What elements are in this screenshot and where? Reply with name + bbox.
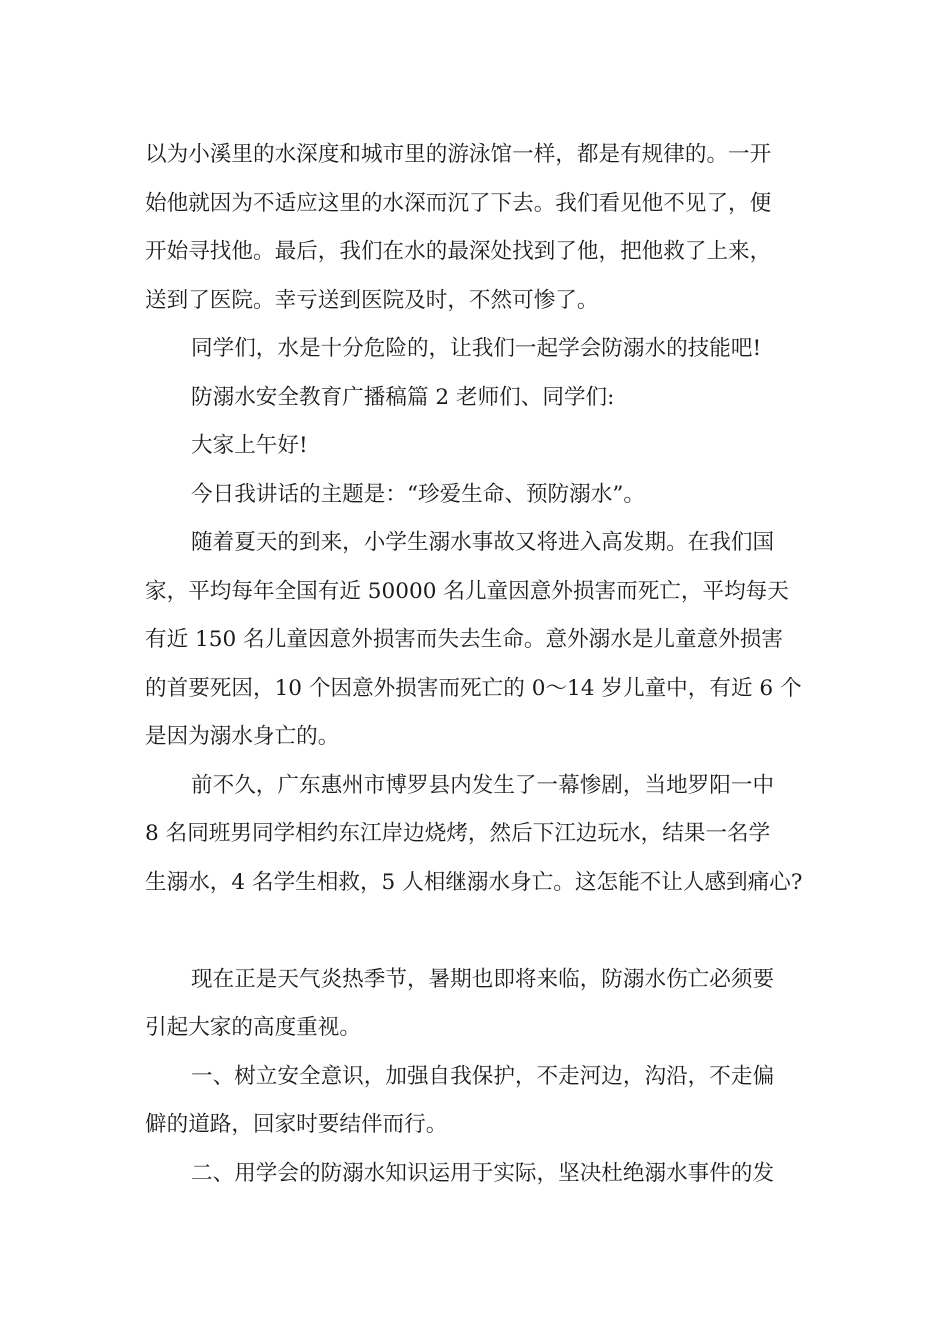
text-line: 二、用学会的防溺水知识运用于实际，坚决杜绝溺水事件的发 xyxy=(191,1160,775,1186)
text-line: 引起大家的高度重视。 xyxy=(145,1015,361,1040)
text-line: 家，平均每年全国有近 50000 名儿童因意外损害而死亡，平均每天 xyxy=(145,578,789,604)
paragraph xyxy=(145,956,810,1053)
paragraph xyxy=(145,1053,810,1150)
paragraph xyxy=(145,762,810,908)
text-line: 的首要死因，10 个因意外损害而死亡的 0～14 岁儿童中，有近 6 个 xyxy=(145,675,802,701)
text-line: 前不久，广东惠州市博罗县内发生了一幕惨剧，当地罗阳一中 xyxy=(191,772,775,798)
text-line: 现在正是天气炎热季节，暑期也即将来临，防溺水伤亡必须要 xyxy=(191,966,775,992)
text-line: 一、树立安全意识，加强自我保护，不走河边，沟沿，不走偏 xyxy=(191,1063,775,1089)
paragraph-gap xyxy=(145,907,810,956)
paragraph xyxy=(145,1150,810,1199)
paragraph xyxy=(145,374,810,423)
paragraph xyxy=(145,471,810,520)
text-line: 同学们，水是十分危险的，让我们一起学会防溺水的技能吧! xyxy=(191,336,762,361)
text-line: 生溺水，4 名学生相救，5 人相继溺水身亡。这怎能不让人感到痛心? xyxy=(145,869,803,895)
text-line: 随着夏天的到来，小学生溺水事故又将进入高发期。在我们国 xyxy=(191,530,775,555)
paragraph xyxy=(145,131,810,325)
text-line: 今日我讲话的主题是：“珍爱生命、预防溺水”。 xyxy=(191,481,645,507)
text-line: 开始寻找他。最后，我们在水的最深处找到了他，把他救了上来， xyxy=(145,239,772,264)
text-line: 防溺水安全教育广播稿篇 2 老师们、同学们: xyxy=(191,384,615,410)
text-line: 僻的道路，回家时要结伴而行。 xyxy=(145,1112,448,1137)
paragraph xyxy=(145,422,810,471)
text-line: 送到了医院。幸亏送到医院及时，不然可惨了。 xyxy=(145,287,599,313)
paragraph xyxy=(145,519,810,762)
text-line: 大家上午好! xyxy=(191,433,308,458)
paragraph xyxy=(145,325,810,374)
document-body xyxy=(145,131,810,1198)
text-line: 以为小溪里的水深度和城市里的游泳馆一样，都是有规律的。一开 xyxy=(145,142,772,167)
text-line: 有近 150 名儿童因意外损害而失去生命。意外溺水是儿童意外损害 xyxy=(145,627,783,652)
text-line: 始他就因为不适应这里的水深而沉了下去。我们看见他不见了，便 xyxy=(145,190,772,216)
text-line: 是因为溺水身亡的。 xyxy=(145,724,340,749)
text-line: 8 名同班男同学相约东江岸边烧烤，然后下江边玩水，结果一名学 xyxy=(145,821,771,846)
